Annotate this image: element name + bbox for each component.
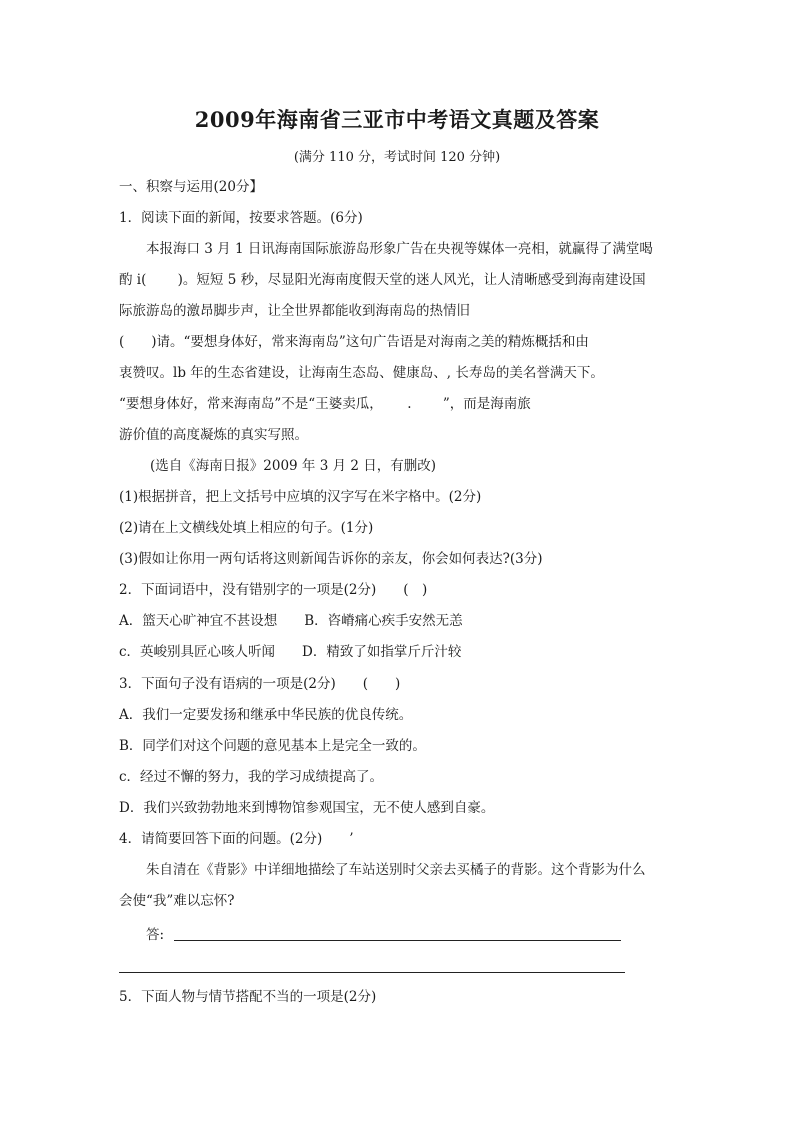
question-2-options-cd: c．英峻别具匠心咳人听闻 D．精致了如指掌斤斤汁较	[119, 644, 462, 660]
section-heading: 一、积察与运用(20分】	[119, 179, 263, 195]
answer-blank-line-1	[174, 940, 621, 941]
question-3-option-a: A．我们一定要发扬和继承中华民族的优良传统。	[119, 707, 413, 723]
question-3-option-d: D．我们兴致勃勃地来到博物馆参观国宝，无不使人感到自豪。	[119, 800, 495, 816]
answer-label: 答:	[146, 927, 165, 943]
question-3-option-c: c．经过不懈的努力，我的学习成绩提高了。	[119, 769, 384, 785]
question-1-part-1: (1)根据拼音，把上文括号中应填的汉字写在米字格中。(2分)	[119, 489, 482, 505]
document-title: 2009年海南省三亚市中考语文真题及答案	[194, 107, 600, 132]
news-source: (选自《海南日报》2009 年 3 月 2 日，有删改)	[150, 458, 437, 474]
question-4: 4．请简要回答下面的问题。(2分) ’	[119, 831, 354, 847]
question-5: 5．下面人物与情节搭配不当的一项是(2分)	[119, 989, 377, 1005]
question-4-prompt-line-2: 会使“我”难以忘怀?	[119, 893, 235, 909]
news-paragraph-line-4: ( )请。“要想身体好，常来海南岛”这句广告语是对海南之美的精炼概括和由	[119, 334, 589, 350]
exam-info: (满分 110 分，考试时间 120 分钟)	[293, 150, 501, 165]
question-1: 1．阅读下面的新闻，按要求答题。(6分)	[119, 210, 363, 226]
news-paragraph-line-6: “要想身体好，常来海南岛”不是“王婆卖瓜， . ”，而是海南旅	[119, 396, 531, 412]
question-2-options-ab: A．篮天心旷神宜不甚设想 B．咨嵴痛心疾手安然无恙	[119, 613, 463, 629]
news-paragraph-line-2: 酌 i( )。短短 5 秒，尽显阳光海南度假天堂的迷人风光，让人清晰感受到海南建设国	[119, 272, 646, 288]
question-3-option-b: B．同学们对这个问题的意见基本上是完全一致的。	[119, 738, 426, 754]
news-paragraph-line-1: 本报海口 3 月 1 日讯海南国际旅游岛形象广告在央视等媒体一亮相，就赢得了满堂喝	[146, 241, 653, 257]
question-3: 3．下面句子没有语病的一项是(2分) ( )	[119, 676, 401, 692]
news-paragraph-line-3: 际旅游岛的激昂脚步声，让全世界都能收到海南岛的热情旧	[119, 303, 470, 319]
question-4-prompt-line-1: 朱自清在《背影》中详细地描绘了车站送别时父亲去买橘子的背影。这个背影为什么	[146, 862, 646, 878]
question-1-part-3: (3)假如让你用一两句话将这则新闻告诉你的亲友，你会如何表达?(3分)	[119, 551, 543, 567]
question-2: 2．下面词语中，没有错别字的一项是(2分) ( )	[119, 582, 428, 598]
news-paragraph-line-5: 衷赞叹。lb 年的生态省建设，让海南生态岛、健康岛、, 长寿岛的美名誉满天下。	[119, 365, 604, 381]
news-paragraph-line-7: 游价值的高度凝炼的真实写照。	[119, 427, 308, 443]
answer-blank-line-2	[119, 972, 625, 973]
question-1-part-2: (2)请在上文横线处填上相应的句子。(1分)	[119, 520, 374, 536]
